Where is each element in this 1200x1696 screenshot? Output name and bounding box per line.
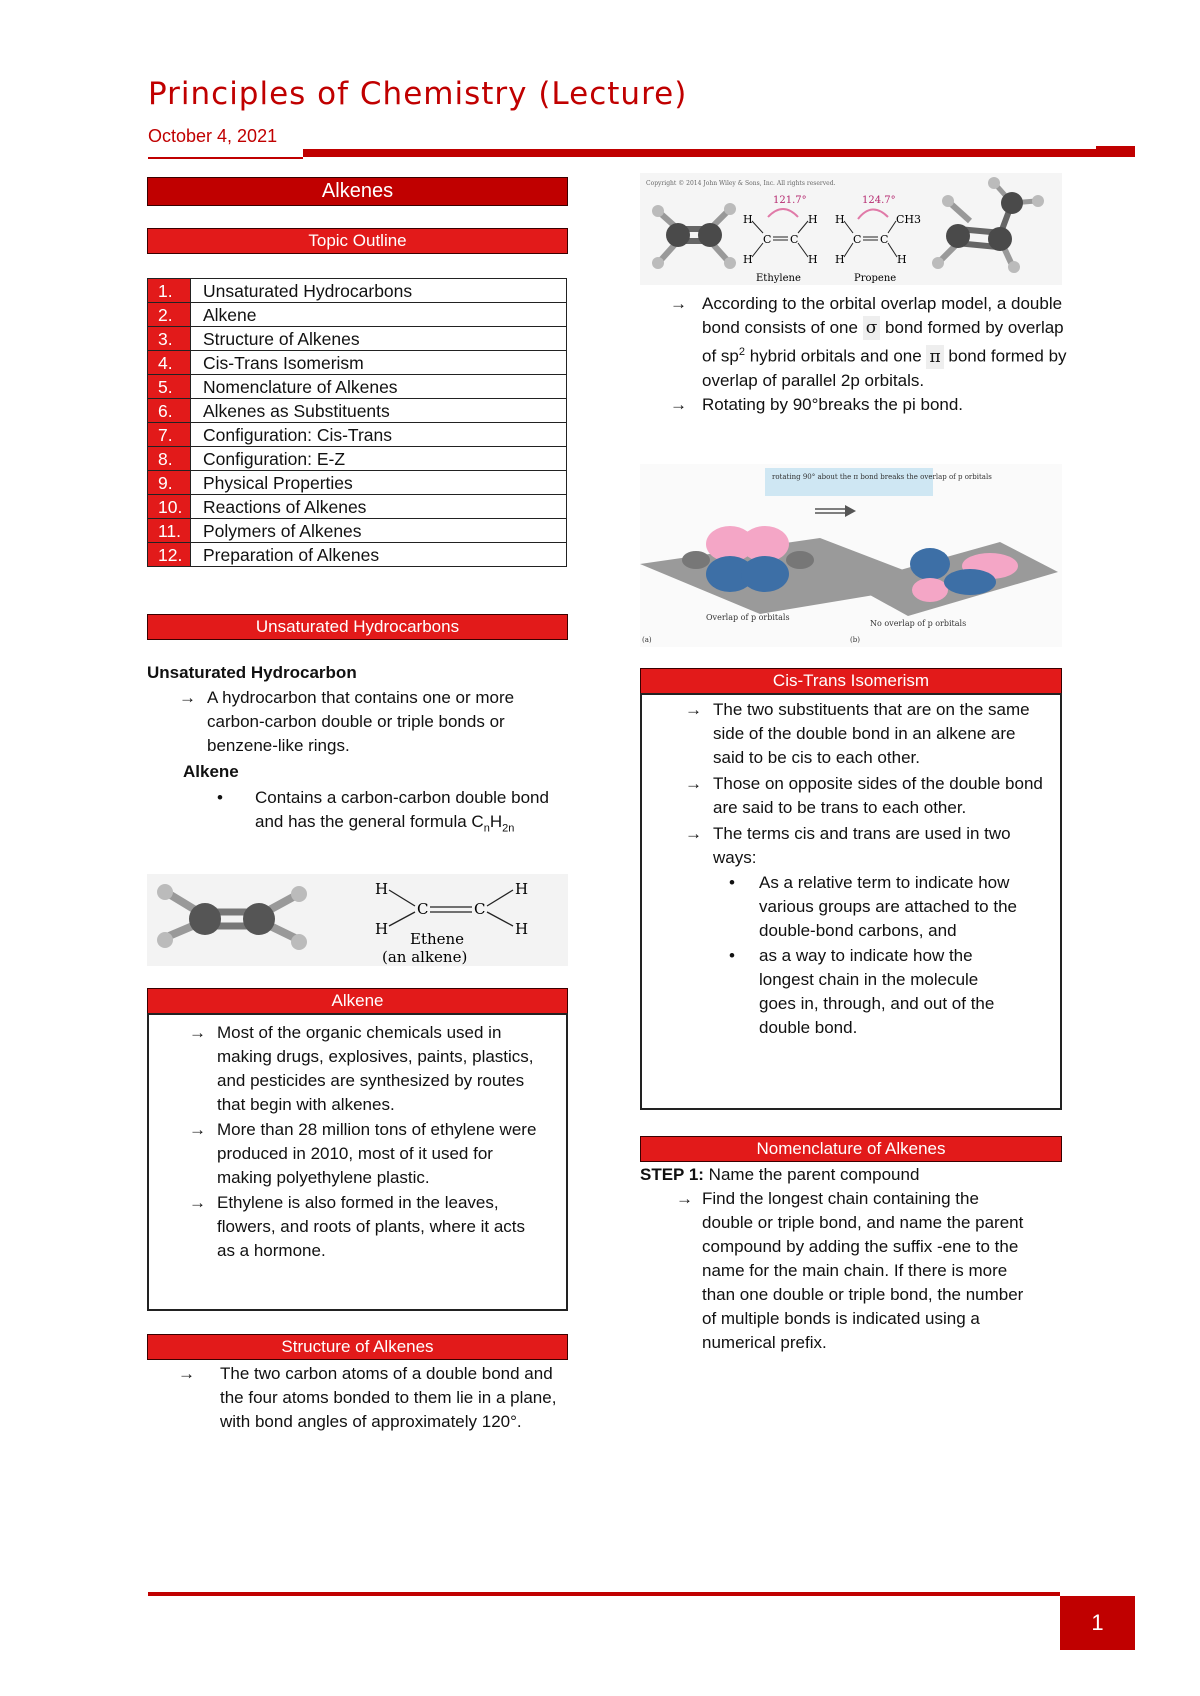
structure-section [178, 1362, 568, 1434]
outline-row [148, 423, 567, 447]
arrow-list-item: → More than 28 million tons of ethylene were produced in 2010, most of it used for making polyethylene plastic. [189, 1120, 537, 1187]
bullet-list-item: • as a way to indicate how the longest chain in the molecule goes in, through, and out of the double bond. [729, 946, 995, 1037]
figure-a-label: (a) [642, 636, 652, 644]
ethene-label: Ethene [410, 930, 465, 948]
document-title: Principles of Chemistry (Lecture) [148, 76, 688, 112]
arrow-list-item: → Most of the organic chemicals used in making drugs, explosives, paints, plastics, and pesticides are synthesized by routes that begin with alkenes. [189, 1023, 534, 1114]
outline-row [148, 351, 567, 375]
unsaturated-term: Unsaturated Hydrocarbon [147, 663, 357, 682]
outline-label: Nomenclature of Alkenes [191, 375, 567, 399]
svg-text:H: H [835, 253, 845, 266]
svg-text:C: C [880, 233, 889, 246]
figure-b-label: (b) [850, 636, 860, 644]
outline-label: Preparation of Alkenes [191, 543, 567, 567]
copyright-text: Copyright © 2014 John Wiley & Sons, Inc. All rights reserved. [646, 180, 836, 187]
outline-label: Unsaturated Hydrocarbons [191, 279, 567, 303]
angle-label: 121.7° [773, 195, 807, 206]
cistrans-header: Cis-Trans Isomerism [640, 668, 1062, 694]
arrow-list-item: → The terms cis and trans are used in two ways: [685, 824, 1011, 867]
svg-text:H: H [835, 213, 845, 226]
svg-text:H: H [743, 213, 753, 226]
cistrans-box [640, 693, 1062, 1110]
outline-number: 6. [148, 399, 191, 423]
no-overlap-label: No overlap of p orbitals [870, 619, 967, 628]
outline-row [148, 543, 567, 567]
pi-bond-rotation-figure [640, 464, 1062, 647]
outline-label: Configuration: E-Z [191, 447, 567, 471]
atom-h: H [515, 920, 529, 938]
arrow-icon: → [178, 1364, 195, 1383]
alkene-header: Alkene [147, 988, 568, 1014]
bullet-icon: • [729, 873, 735, 892]
outline-row [148, 447, 567, 471]
bullet-list-item: • As a relative term to indicate how various groups are attached to the double-bond carbons, and [729, 873, 1017, 940]
outline-label: Alkene [191, 303, 567, 327]
outline-row [148, 495, 567, 519]
overlap-label: Overlap of p orbitals [706, 613, 790, 622]
atom-h: H [515, 880, 529, 898]
structure-item: → The two carbon atoms of a double bond and the four atoms bonded to them lie in a plane, with bond angles of approximately 120°. [178, 1364, 557, 1431]
atom-h: H [375, 880, 389, 898]
header-rule-thin [148, 157, 303, 159]
svg-text:H: H [808, 213, 818, 226]
document-date: October 4, 2021 [148, 126, 278, 146]
outline-label: Structure of Alkenes [191, 327, 567, 351]
alkene-term: Alkene [183, 762, 239, 781]
arrow-list-item: → Those on opposite sides of the double bond are said to be trans to each other. [685, 774, 1043, 817]
ethylene-propene-figure [640, 173, 1062, 285]
topic-outline-header: Topic Outline [147, 228, 568, 254]
topic-outline-table [147, 278, 567, 567]
arrow-icon: → [676, 1189, 693, 1208]
unsaturated-def: → A hydrocarbon that contains one or more carbon-carbon double or triple bonds or benzene-like rings. [179, 688, 515, 755]
arrow-icon: → [685, 824, 702, 843]
pi-symbol: π [926, 345, 943, 369]
unsaturated-header: Unsaturated Hydrocarbons [147, 614, 568, 640]
outline-number: 11. [148, 519, 191, 543]
arrow-list-item: → Ethylene is also formed in the leaves, flowers, and roots of plants, where it acts as a hormone. [189, 1193, 526, 1260]
propene-label: Propene [854, 273, 897, 284]
orbital-item-2: → Rotating by 90°breaks the pi bond. [670, 393, 1067, 417]
svg-text:C: C [853, 233, 862, 246]
outline-number: 7. [148, 423, 191, 447]
nomenclature-item: → Find the longest chain containing the double or triple bond, and name the parent compound by adding the suffix -ene to the name for the main chain. If there is more than one double or triple bond, the number of multiple bonds is indicated using a numerical prefix. [676, 1189, 1024, 1352]
atom-c: C [417, 900, 429, 918]
arrow-icon: → [189, 1023, 206, 1042]
angle-label: 124.7° [862, 195, 896, 206]
atom-c: C [474, 900, 486, 918]
svg-text:H: H [897, 253, 907, 266]
outline-number: 10. [148, 495, 191, 519]
outline-label: Alkenes as Substituents [191, 399, 567, 423]
sigma-symbol: σ [863, 316, 881, 340]
svg-text:C: C [790, 233, 799, 246]
svg-text:H: H [743, 253, 753, 266]
outline-row [148, 279, 567, 303]
footer-rule [148, 1592, 1060, 1596]
page-number: 1 [1060, 1596, 1135, 1650]
ethene-figure [147, 874, 568, 966]
outline-number: 3. [148, 327, 191, 351]
orbital-item-1: → According to the orbital overlap model, a double bond consists of one σ bond formed by overlap of $sp^2$ hybrid orbitals and one π bond formed by overlap of parallel 2p orbitals. [670, 294, 1067, 390]
outline-label: Reactions of Alkenes [191, 495, 567, 519]
arrow-icon: → [189, 1193, 206, 1212]
outline-number: 9. [148, 471, 191, 495]
outline-label: Cis-Trans Isomerism [191, 351, 567, 375]
alkene-box [147, 1013, 568, 1311]
nomenclature-section [640, 1163, 1060, 1355]
nomenclature-header: Nomenclature of Alkenes [640, 1136, 1062, 1162]
bullet-icon: • [217, 788, 223, 807]
outline-number: 8. [148, 447, 191, 471]
header-rule-accent [1096, 146, 1135, 149]
outline-label: Configuration: Cis-Trans [191, 423, 567, 447]
outline-label: Physical Properties [191, 471, 567, 495]
arrow-icon: → [670, 294, 687, 313]
outline-number: 12. [148, 543, 191, 567]
arrow-list-item: → The two substituents that are on the same side of the double bond in an alkene are said to be cis to each other. [685, 700, 1030, 767]
outline-number: 5. [148, 375, 191, 399]
arrow-icon: → [685, 700, 702, 719]
svg-text:H: H [808, 253, 818, 266]
header-rule-thick [303, 149, 1135, 157]
outline-row [148, 375, 567, 399]
outline-row [148, 519, 567, 543]
step-1: STEP 1: Name the parent compound [640, 1165, 920, 1184]
alkene-def: • Contains a carbon-carbon double bond and has the general formula $C_nH_{2n}$ [217, 788, 549, 835]
arrow-icon: → [670, 394, 687, 414]
ethene-ball-stick-model [147, 874, 568, 966]
unsaturated-section [147, 661, 567, 840]
ethene-sublabel: (an alkene) [382, 948, 468, 966]
outline-row [148, 303, 567, 327]
main-title-banner: Alkenes [147, 177, 568, 206]
arrow-icon: → [179, 688, 196, 707]
outline-number: 4. [148, 351, 191, 375]
outline-row [148, 399, 567, 423]
ch3-label: CH3 [896, 213, 922, 226]
outline-label: Polymers of Alkenes [191, 519, 567, 543]
orbital-section [670, 292, 1070, 417]
figure-caption: rotating 90° about the π bond breaks the overlap of p orbitals [772, 473, 992, 481]
structure-header: Structure of Alkenes [147, 1334, 568, 1360]
ethylene-label: Ethylene [756, 273, 801, 284]
outline-row [148, 471, 567, 495]
atom-h: H [375, 920, 389, 938]
outline-number: 1. [148, 279, 191, 303]
outline-row [148, 327, 567, 351]
bullet-icon: • [729, 946, 735, 965]
arrow-icon: → [685, 774, 702, 793]
outline-number: 2. [148, 303, 191, 327]
svg-text:C: C [763, 233, 772, 246]
arrow-icon: → [189, 1120, 206, 1139]
